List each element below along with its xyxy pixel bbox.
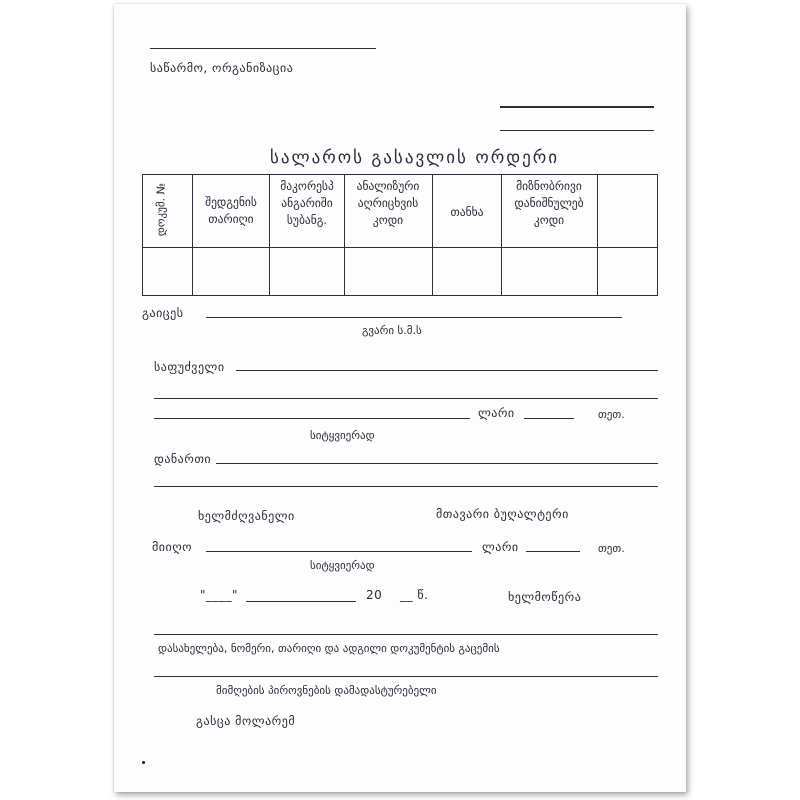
- top-right-line-1: [500, 106, 654, 108]
- table-header-divider: [142, 247, 658, 248]
- doc-info-label: დასახელება, ნომერი, თარიღი და ადგილი დოკუმენტის გაცემის: [158, 642, 500, 655]
- tetri-label-2: თეთ.: [598, 542, 625, 555]
- basis-line-2: [154, 398, 658, 399]
- org-line: [150, 48, 376, 49]
- issue-label: გაიცეს: [142, 306, 184, 320]
- date-month-line: [246, 601, 356, 602]
- in-words-label: სიტყვიერად: [310, 429, 375, 442]
- table-col-divider-4: [432, 174, 433, 296]
- date-day-field: "____": [200, 588, 239, 602]
- table-header-account: მაკორესპ ანგარიში სუბანგ.: [280, 179, 334, 227]
- document-sheet: [114, 4, 686, 792]
- lari-label: ლარი: [478, 406, 515, 420]
- basis-line-1: [236, 370, 658, 371]
- table-header-purpose-code: მიზნობრივი დანიშნულებ კოდი: [514, 179, 584, 227]
- attachment-line-1: [216, 463, 658, 464]
- received-label: მიიღო: [152, 540, 193, 554]
- lari-line: [524, 418, 574, 419]
- date-year-prefix: 20: [366, 588, 383, 602]
- table-col-divider-1: [192, 174, 193, 296]
- signature-label: ხელმოწერა: [508, 590, 582, 604]
- received-line: [206, 551, 472, 552]
- date-year-suffix: __ წ.: [400, 588, 429, 602]
- table-col-divider-6: [597, 174, 598, 296]
- amount-words-line: [154, 418, 470, 419]
- tetri-label: თეთ.: [598, 408, 625, 421]
- form-title: სალაროს გასავლის ორდერი: [270, 148, 560, 168]
- attachment-line-2: [154, 486, 658, 487]
- manager-label: ხელმძღვანელი: [198, 509, 295, 523]
- in-words-label-2: სიტყვიერად: [310, 559, 375, 572]
- cashier-label: გასცა მოლარემ: [196, 714, 296, 728]
- issue-sub-label: გვარი ს.მ.ს: [362, 324, 422, 337]
- lari-line-2: [526, 551, 580, 552]
- doc-info-line: [154, 634, 658, 635]
- receiver-id-line: [154, 676, 658, 677]
- receiver-id-label: მიმღების პიროვნების დამადასტურებელი: [216, 684, 437, 697]
- chief-accountant-label: მთავარი ბუღალტერი: [436, 507, 569, 521]
- table-header-doc-no: დოკუმ. №: [154, 182, 168, 237]
- table-header-amount: თანხა: [450, 205, 484, 219]
- table-header-date: შედგენის თარიღი: [205, 195, 257, 226]
- top-right-line-2: [500, 130, 654, 131]
- issue-line: [206, 317, 622, 318]
- attachment-label: დანართი: [154, 452, 212, 466]
- org-label: საწარმო, ორგანიზაცია: [150, 61, 294, 75]
- lari-label-2: ლარი: [482, 540, 519, 554]
- basis-label: საფუძველი: [154, 360, 225, 374]
- table-header-analytic-code: ანალიზური აღრიცხვის კოდი: [356, 179, 420, 227]
- stray-dot: [142, 761, 145, 764]
